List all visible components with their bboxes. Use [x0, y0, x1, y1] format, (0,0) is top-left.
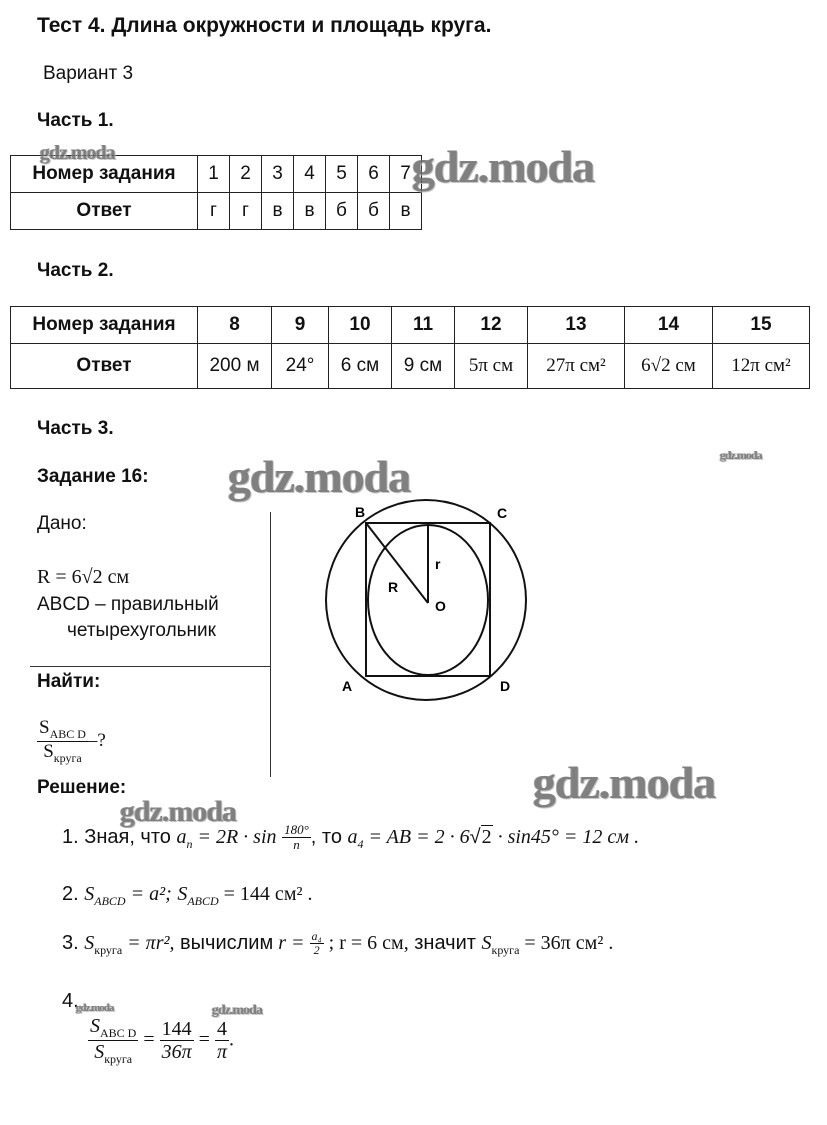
step1-a4	[347, 826, 364, 852]
watermark: gdz.moda	[40, 142, 115, 164]
find-num-sub: ABC D	[49, 726, 86, 741]
step3-formula: = πr²,	[122, 931, 175, 954]
answer-cell: 9 см	[392, 344, 455, 389]
step3-sub: круга	[94, 942, 123, 957]
row-label: Номер задания	[11, 307, 198, 344]
answer-cell: в	[294, 193, 326, 230]
task16-heading: Задание 16:	[37, 466, 149, 487]
step4-end: .	[228, 1028, 234, 1051]
watermark: gdz.moda	[212, 1003, 262, 1018]
answer-label: Ответ	[11, 193, 198, 230]
task-number: 12	[455, 307, 528, 344]
task-number: 13	[528, 307, 625, 344]
given-heading: Дано:	[37, 513, 87, 534]
answer-cell: 6 см	[329, 344, 392, 389]
task-number: 10	[329, 307, 392, 344]
find-heading: Найти:	[37, 671, 101, 692]
step3-words2: значит	[408, 931, 476, 954]
document-title: Тест 4. Длина окружности и площадь круга.	[37, 14, 492, 37]
step3-frac-num: a₄	[311, 929, 322, 943]
watermark: gdz.moda	[228, 451, 411, 502]
part1-answer-row	[11, 193, 422, 230]
radius-R-label: R	[388, 579, 399, 595]
find-suffix: –?	[87, 729, 106, 751]
answer-cell: г	[230, 193, 262, 230]
answer-cell: 5π см	[455, 344, 528, 389]
task-number: 1	[198, 156, 230, 193]
watermark: gdz.moda	[412, 141, 595, 192]
answer-cell: 27π см²	[528, 344, 625, 389]
step3-s: S	[84, 931, 95, 954]
task-number: 14	[625, 307, 713, 344]
watermark: gdz.moda	[533, 757, 716, 808]
step3-s2: S	[481, 931, 492, 954]
task-number: 5	[326, 156, 358, 193]
answer-label: Ответ	[11, 344, 198, 389]
answer-cell: б	[358, 193, 390, 230]
step4-fraction-1	[88, 1015, 138, 1066]
geometry-diagram	[320, 498, 540, 703]
answer-cell: 200 м	[198, 344, 272, 389]
step2-prefix: 2.	[62, 883, 79, 905]
step4-fraction-3	[215, 1018, 229, 1063]
step1-calc-b: · sin45° = 12 см .	[492, 826, 640, 849]
find-num: S	[39, 717, 50, 738]
solution-heading: Решение:	[37, 777, 127, 798]
step4-f3-num: 4	[216, 1018, 227, 1041]
step3-fraction	[310, 930, 324, 957]
step3-r: r =	[273, 931, 310, 954]
answer-cell: 12π см²	[713, 344, 810, 389]
part2-answer-row	[11, 344, 810, 389]
task-number: 6	[358, 156, 390, 193]
step2-end: = 144 см² .	[218, 883, 313, 905]
find-den: S	[43, 740, 54, 762]
step1-a4-sub: 4	[357, 837, 364, 852]
answer-cell: 6√2 см	[625, 344, 713, 389]
step1-frac-den: n	[293, 837, 300, 853]
answer-cell: 24°	[272, 344, 329, 389]
find-den-sub: круга	[53, 750, 82, 765]
part3-heading: Часть 3.	[37, 418, 114, 439]
answer-cell: в	[390, 193, 422, 230]
task-number: 15	[713, 307, 810, 344]
task-number: 7	[390, 156, 422, 193]
find-fraction	[37, 718, 88, 765]
task-number: 3	[262, 156, 294, 193]
step1-n: n	[186, 837, 193, 852]
part1-heading: Часть 1.	[37, 110, 114, 131]
task-number: 11	[392, 307, 455, 344]
step3-end: = 36π см² .	[519, 931, 614, 954]
step4-f2-den: 36π	[161, 1041, 192, 1064]
given-shape-line2: четырехугольник	[67, 620, 216, 641]
row-label: Номер задания	[11, 156, 198, 193]
task-number: 9	[272, 307, 329, 344]
solution-step-4: $\frac{S_{ABC D}}{S_{круга}}$ = $\frac{144}{36\pi}$ = $\frac{4}{\pi}$ .	[90, 1015, 234, 1067]
answer-cell: б	[326, 193, 358, 230]
step4-den-sub: круга	[104, 1052, 133, 1067]
step2-mid: = a²;	[125, 883, 172, 905]
step1-sqrt: 2	[481, 826, 492, 849]
task-number: 4	[294, 156, 326, 193]
solution-step-4-number: 4.	[62, 990, 79, 1012]
part2-heading: Часть 2.	[37, 260, 114, 281]
part2-answer-table	[10, 306, 810, 389]
given-radius: R = 6√2 см	[37, 566, 130, 588]
step2-s: S	[84, 883, 95, 905]
vertex-A-label: A	[342, 678, 353, 694]
step3-sub2: круга	[491, 942, 520, 957]
vertex-D-label: D	[500, 678, 511, 694]
answer-cell: в	[262, 193, 294, 230]
step4-f2-num: 144	[161, 1018, 192, 1041]
step4-f3-den: π	[216, 1041, 227, 1064]
step1-frac-num: 180°	[284, 822, 309, 837]
variant-label: Вариант 3	[43, 63, 134, 84]
vertex-B-label: B	[355, 504, 366, 520]
vertex-C-label: C	[497, 505, 508, 521]
step1-fraction	[282, 823, 311, 853]
watermark: gdz.moda	[720, 448, 762, 462]
watermark: gdz.moda	[76, 1002, 114, 1014]
part1-answer-table	[10, 155, 422, 230]
find-expression	[37, 718, 106, 765]
part2-number-row	[11, 307, 810, 344]
step4-num: S	[90, 1015, 100, 1037]
step1-calc-a: = AB = 2 · 6	[363, 826, 470, 849]
step3-words: вычислим	[174, 931, 274, 954]
step2-sub: ABCD	[94, 894, 126, 908]
solution-step-3	[62, 930, 613, 958]
step1-an	[176, 826, 193, 852]
given-divider-horizontal	[30, 666, 271, 667]
answer-cell: г	[198, 193, 230, 230]
radius-r-label: r	[435, 556, 441, 572]
step2-sub2: ABCD	[187, 894, 219, 908]
solution-step-2	[62, 883, 312, 909]
given-shape-line1: ABCD – правильный	[37, 594, 219, 615]
task-number: 2	[230, 156, 262, 193]
step4-num-sub: ABC D	[100, 1026, 137, 1040]
center-O-label: O	[435, 598, 446, 614]
step2-s2: S	[177, 883, 188, 905]
step1-then: , то	[310, 826, 342, 849]
step3-frac-den: 2	[313, 943, 320, 958]
step1-a4-letter: a	[347, 826, 358, 849]
step1-rhs: = 2R · sin	[192, 826, 277, 849]
step3-r2: ; r = 6 см,	[323, 931, 409, 954]
step3-prefix: 3.	[62, 931, 79, 954]
watermark: gdz.moda	[120, 795, 237, 828]
given-divider-vertical	[270, 512, 271, 777]
solution-step-1: 1. Зная, что $a_n = 2R \cdot \sin$ $\frac{180^\circ}{n}$ , то $a_4$ = AB = 2 · 6√2 · sin45° = 12 см .	[62, 822, 640, 853]
step4-den: S	[94, 1041, 105, 1064]
step4-fraction-2	[160, 1018, 194, 1063]
step1-a: a	[176, 826, 187, 849]
task-number: 8	[198, 307, 272, 344]
step1-prefix: 1. Зная, что	[62, 826, 171, 849]
